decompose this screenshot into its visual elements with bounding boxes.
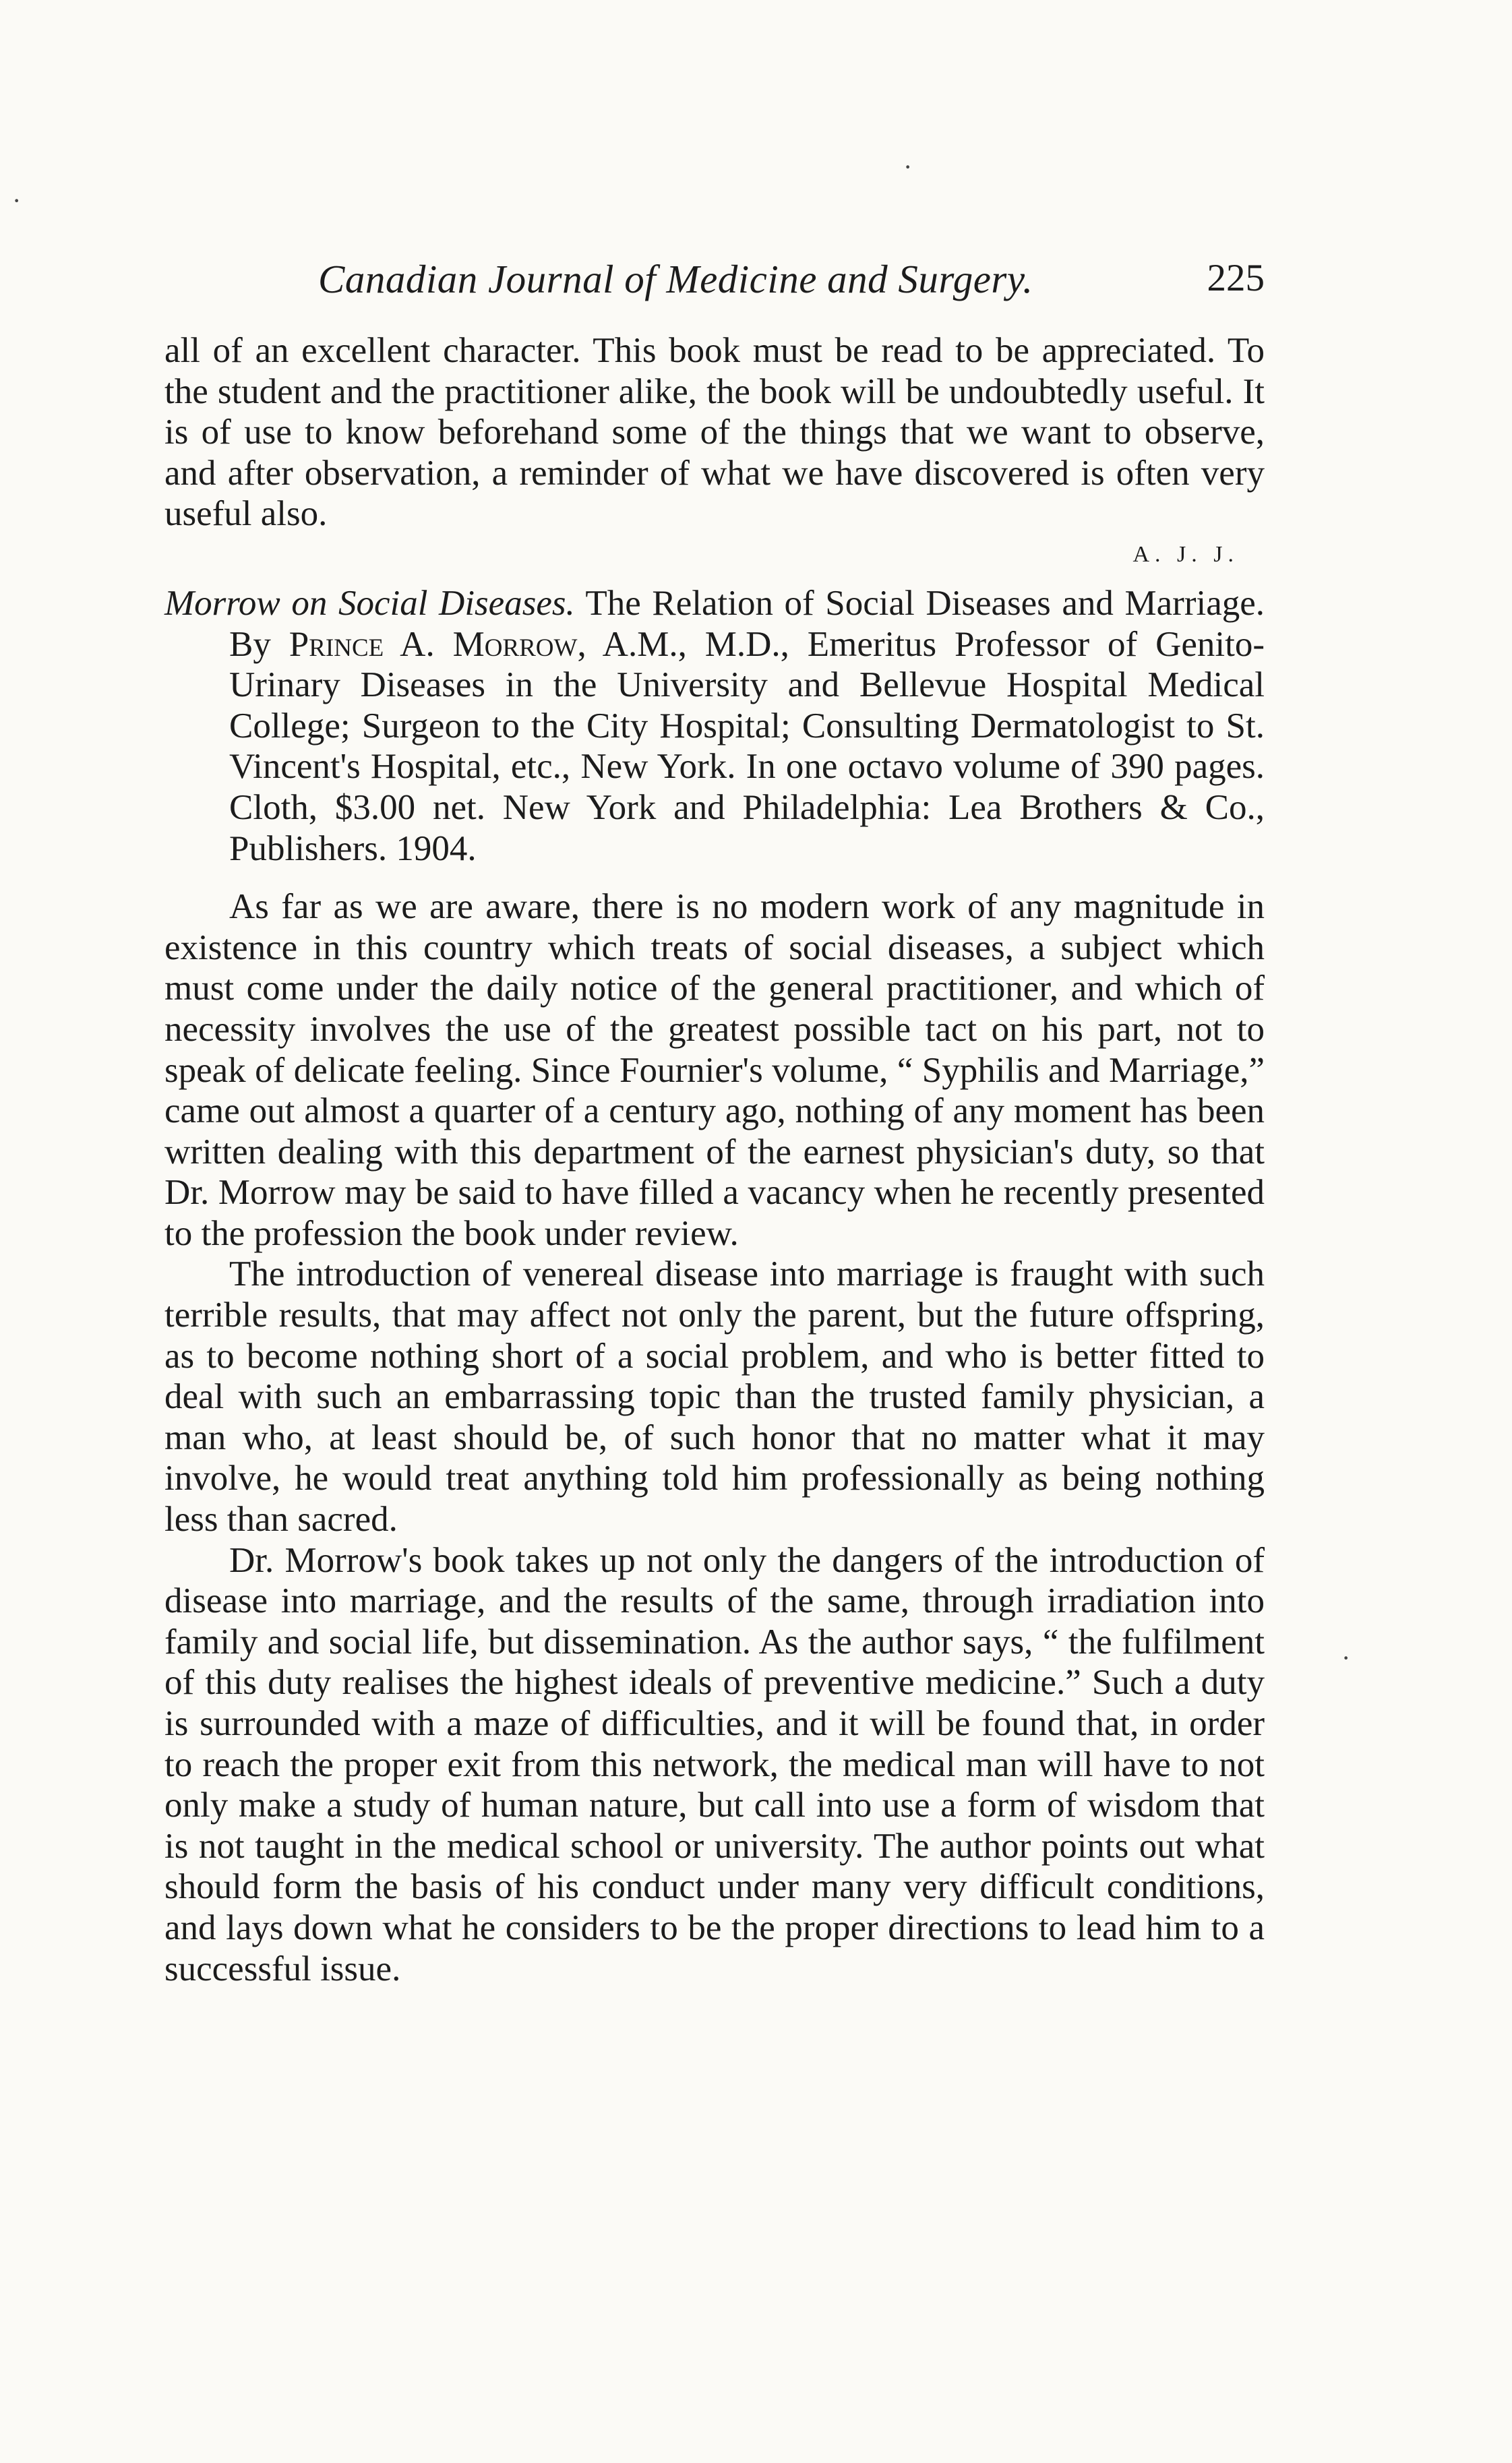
scan-speck: · bbox=[12, 185, 22, 216]
review-paragraph: As far as we are aware, there is no modern work of any magnitude in existence in this country which treats of social diseases, a subject which must come under the daily notice of the general practitioner, and which of necessity involves the use of the greatest possible tact on his part, not to speak of delicate feeling. Since Fournier's volume, “ Syphilis and Marriage,” came out almost a quarter of a century ago, nothing of any moment has been written dealing with this department of the earnest physician's duty, so that Dr. Morrow may be said to have filled a vacancy when he recently presented to the profession the book under review. bbox=[164, 887, 1265, 1253]
scan-speck: · bbox=[903, 152, 913, 182]
review-title: Morrow on Social Diseases. bbox=[164, 583, 575, 623]
running-head: Canadian Journal of Medicine and Surgery. bbox=[318, 257, 1033, 301]
page-number: 225 bbox=[1207, 257, 1265, 299]
page-header bbox=[164, 256, 1265, 330]
review-paragraph: The introduction of venereal disease into marriage is fraught with such terrible results, that may affect not only the parent, but the future offspring, as to become nothing short of a social problem, and who is better fitted to deal with such an embarrassing topic than the trusted family physician, a man who, at least should be, of such honor that no matter what it may involve, he would treat anything told him professionally as being nothing less than sacred. bbox=[164, 1254, 1265, 1540]
previous-review-closing: all of an excellent character. This book must be read to be appreciated. To the student and the practitioner alike, the book will be undoubtedly useful. It is of use to know beforehand some of the things that we want to observe, and after observation, a reminder of what we have discovered is often very useful also. bbox=[164, 331, 1265, 534]
review-subtitle: The Relation of Social Diseases and Marriage. bbox=[585, 583, 1265, 623]
review-credentials: , A.M., M.D., Emeritus Professor of Genito-Urinary Diseases in the University and Bellevue Hospital Medical College; Surgeon to the City Hospital; Consulting Dermatologist to St. Vincent's Hospital, etc., New York. In one octavo volume of 390 pages. Cloth, $3.00 net. New York and Philadelphia: Lea Brothers & Co., Publishers. 1904. bbox=[229, 624, 1265, 868]
scan-speck: · bbox=[1341, 1643, 1351, 1673]
review-author: Prince A. Morrow bbox=[289, 624, 578, 664]
review-citation bbox=[164, 583, 1265, 869]
journal-page bbox=[164, 256, 1265, 1989]
reviewer-initials: A. J. J. bbox=[1132, 541, 1239, 567]
by-label: By bbox=[229, 624, 271, 664]
review-paragraph: Dr. Morrow's book takes up not only the dangers of the introduction of disease into marriage, and the results of the same, through irradiation into family and social life, but dissemination. As the author says, “ the fulfilment of this duty realises the highest ideals of preventive medicine.” Such a duty is surrounded with a maze of difficulties, and it will be found that, in order to reach the proper exit from this network, the medical man will have to not only make a study of human nature, but call into use a form of wisdom that is not taught in the medical school or university. The author points out what should form the basis of his conduct under many very difficult conditions, and lays down what he considers to be the proper directions to lead him to a successful issue. bbox=[164, 1540, 1265, 1988]
